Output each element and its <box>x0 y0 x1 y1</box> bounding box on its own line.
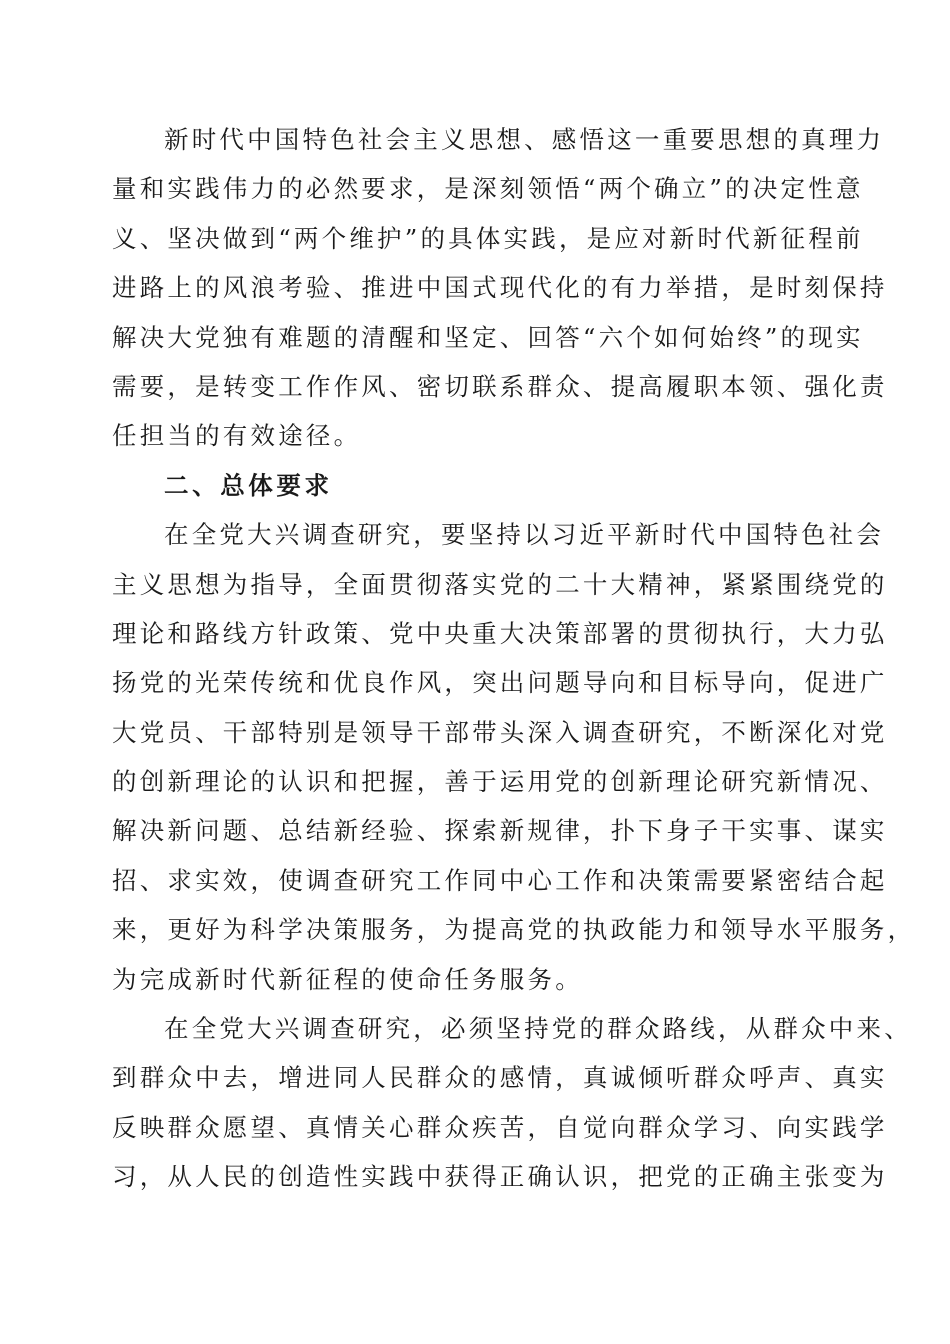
paragraph-general-requirements <box>112 510 916 1004</box>
text-line: 义、坚决做到“两个维护”的具体实践，是应对新时代新征程前 <box>112 223 864 253</box>
document-body <box>112 115 916 1202</box>
text-line: 理论和路线方针政策、党中央重大决策部署的贯彻执行，大力弘 <box>112 618 888 648</box>
text-line: 解决大党独有难题的清醒和坚定、回答“六个如何始终”的现实 <box>112 322 864 352</box>
text-line: 量和实践伟力的必然要求，是深刻领悟“两个确立”的决定性意 <box>112 174 864 204</box>
text-line: 习，从人民的创造性实践中获得正确认识，把党的正确主张变为 <box>112 1162 888 1192</box>
text-line: 新时代中国特色社会主义思想、感悟这一重要思想的真理力 <box>164 125 885 154</box>
text-line: 来，更好为科学决策服务，为提高党的执政能力和领导水平服务， <box>112 915 916 945</box>
text-line: 在全党大兴调查研究，要坚持以习近平新时代中国特色社会 <box>164 520 885 550</box>
text-line: 解决新问题、总结新经验、探索新规律，扑下身子干实事、谋实 <box>112 816 888 846</box>
text-line: 扬党的光荣传统和优良作风，突出问题导向和目标导向，促进广 <box>112 668 888 698</box>
text-line: 为完成新时代新征程的使命任务服务。 <box>112 964 583 994</box>
paragraph-mass-line <box>112 1004 912 1202</box>
text-line: 需要，是转变工作作风、密切联系群众、提高履职本领、强化责 <box>112 371 888 401</box>
text-line: 到群众中去，增进同人民群众的感情，真诚倾听群众呼声、真实 <box>112 1063 888 1093</box>
text-line: 进路上的风浪考验、推进中国式现代化的有力举措，是时刻保持 <box>112 273 888 303</box>
text-line: 大党员、干部特别是领导干部带头深入调查研究，不断深化对党 <box>112 717 888 747</box>
section-heading: 二、总体要求 <box>164 470 333 500</box>
text-line: 在全党大兴调查研究，必须坚持党的群众路线，从群众中来、 <box>164 1014 912 1044</box>
paragraph-continuation <box>112 115 888 461</box>
text-line: 的创新理论的认识和把握，善于运用党的创新理论研究新情况、 <box>112 767 888 797</box>
text-line: 反映群众愿望、真情关心群众疾苦，自觉向群众学习、向实践学 <box>112 1112 888 1142</box>
text-line: 招、求实效，使调查研究工作同中心工作和决策需要紧密结合起 <box>112 865 888 895</box>
text-line: 任担当的有效途径。 <box>112 421 362 451</box>
text-line: 主义思想为指导，全面贯彻落实党的二十大精神，紧紧围绕党的 <box>112 569 888 599</box>
